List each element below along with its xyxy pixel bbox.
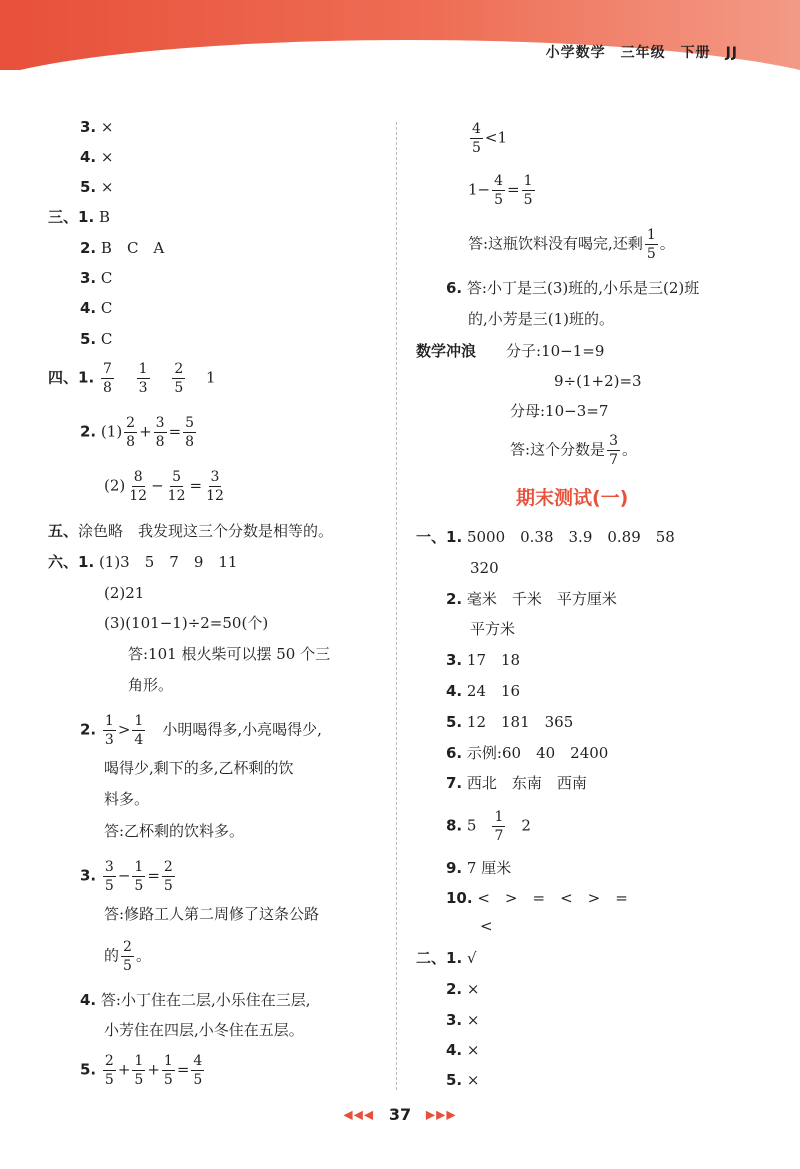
answer-row: 6. 示例:60 40 2400 [446, 744, 609, 762]
answer-row: (2) $\frac{8}{12}$ − $\frac{5}{12}$ = $\frac{3}{12}$ [104, 469, 224, 504]
fraction: $\frac{7}{8}$ [102, 361, 112, 396]
answer-row: 320 [470, 559, 499, 577]
prev-arrows-icon: ◀◀◀ [343, 1107, 375, 1122]
section-6: 六、1. (1)3 5 7 9 11 [48, 553, 238, 571]
answer-row: 答:修路工人第二周修了这条公路 [104, 905, 320, 923]
answer-row: 9. 7 厘米 [446, 859, 512, 877]
answer-row: 的,小芳是三(1)班的。 [468, 310, 615, 328]
answer-row: 角形。 [128, 676, 174, 694]
page-number: 37 [388, 1105, 412, 1124]
answer-row: 8. 5 $\frac{1}{7}$ 2 [446, 809, 531, 844]
answer-row: 3. × [80, 118, 114, 136]
answer-row: 3. × [446, 1011, 480, 1029]
answer-row: 4. 24 16 [446, 682, 521, 700]
section-4: 四、1. $\frac{7}{8}$ $\frac{1}{3}$ $\frac{2}{5}$ 1 [48, 361, 216, 396]
fraction: $\frac{1}{3}$ [138, 361, 148, 396]
answer-row: 9÷(1+2)=3 [554, 372, 642, 390]
answer-row: 5. × [80, 178, 114, 196]
answer-row: 4. 答:小丁住在二层,小乐住在三层, [80, 991, 311, 1009]
answer-row: (2)21 [104, 584, 145, 602]
answer-row: 4. C [80, 299, 113, 317]
answer-row: 10. < > = < > = [446, 889, 628, 907]
answer-row: 料多。 [104, 790, 150, 808]
next-arrows-icon: ▶▶▶ [425, 1107, 457, 1122]
page-footer [0, 1105, 800, 1124]
answer-row: 3. C [80, 269, 113, 287]
answer-row: 2. B C A [80, 239, 165, 257]
answer-row: 5. × [446, 1071, 480, 1089]
answer-row: 答:乙杯剩的饮料多。 [104, 822, 245, 840]
section-3: 三、1. B [48, 208, 110, 226]
answer-row: 7. 西北 东南 西南 [446, 774, 587, 792]
answer-row: 3. 17 18 [446, 651, 521, 669]
section-1: 一、1. 5000 0.38 3.9 0.89 58 [416, 528, 675, 546]
answer-row: 3. $\frac{3}{5}$ − $\frac{1}{5}$ = $\frac{2}{5}$ [80, 859, 173, 894]
answer-row: 分母:10−3=7 [510, 402, 609, 420]
answer-row: 答:这瓶饮料没有喝完,还剩 $\frac{1}{5}$ 。 [468, 227, 675, 262]
answer-row: 5. $\frac{2}{5}$ + $\frac{1}{5}$ + $\frac{1}{5}$ = $\frac{4}{5}$ [80, 1053, 203, 1088]
answer-row: 2. 毫米 千米 平方厘米 [446, 590, 617, 608]
answer-row: 5. 12 181 365 [446, 713, 574, 731]
math-surfing: 数学冲浪 分子:10−1=9 [416, 342, 605, 360]
answer-row: 2. $\frac{1}{3}$ > $\frac{1}{4}$ 小明喝得多,小亮喝得少, [80, 713, 322, 748]
answer-row: 1− $\frac{4}{5}$ = $\frac{1}{5}$ [468, 173, 533, 208]
answer-row: 小芳住在四层,小冬住在五层。 [104, 1021, 304, 1039]
answer-row: 2. × [446, 980, 480, 998]
answer-row: 平方米 [470, 620, 516, 638]
answer-row: 4. × [80, 148, 114, 166]
section-5: 五、涂色略 我发现这三个分数是相等的。 [48, 522, 334, 540]
fraction: $\frac{2}{5}$ [174, 361, 184, 396]
answer-row: 喝得少,剩下的多,乙杯剩的饮 [104, 759, 294, 777]
section-2: 二、1. √ [416, 949, 477, 967]
answer-row: 6. 答:小丁是三(3)班的,小乐是三(2)班 [446, 279, 700, 297]
column-divider [396, 122, 397, 1090]
answer-row: < [480, 917, 493, 935]
answer-row: 2. (1) $\frac{2}{8}$ + $\frac{3}{8}$ = $\frac{5}{8}$ [80, 415, 195, 450]
answer-row: 的 $\frac{2}{5}$ 。 [104, 939, 151, 974]
answer-row: 5. C [80, 330, 113, 348]
exam-title: 期末测试(一) [516, 487, 629, 509]
answer-row: 答:101 根火柴可以摆 50 个三 [128, 645, 331, 663]
answer-row: 4. × [446, 1041, 480, 1059]
answer-row: (3)(101−1)÷2=50(个) [104, 614, 269, 632]
header-title: 小学数学 三年级 下册 JJ [545, 45, 738, 61]
answer-row: 答:这个分数是 $\frac{3}{7}$ 。 [510, 433, 637, 468]
answer-row: $\frac{4}{5}$ <1 [472, 121, 508, 156]
